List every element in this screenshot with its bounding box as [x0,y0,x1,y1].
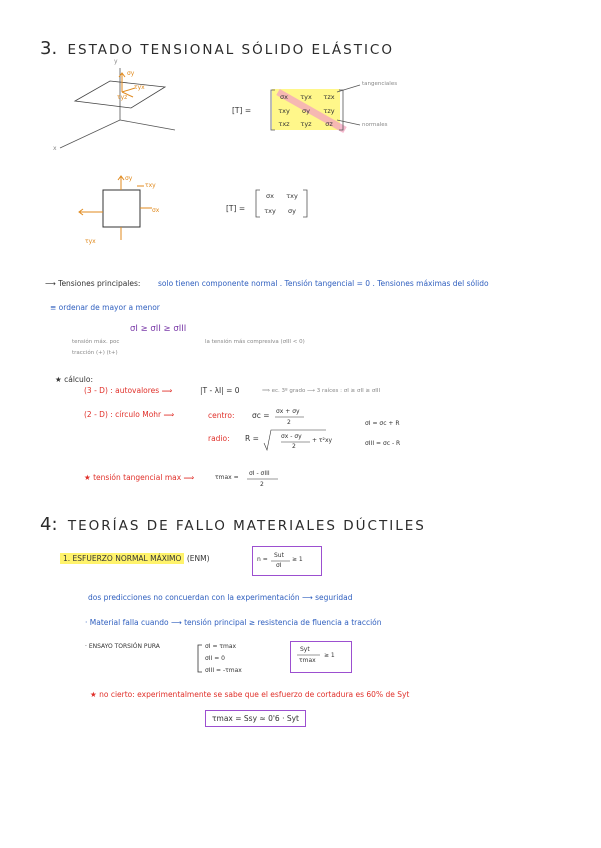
section-3-title: ESTADO TENSIONAL SÓLIDO ELÁSTICO [67,42,394,58]
final-eq-rhs: ≈ 0'6 · Syt [259,714,299,723]
calculo-3d-equation: |T - λI| = 0 [200,386,240,395]
cube-sigma-y-label: σy [127,70,135,77]
calculo-3d-label: (3 - D) : autovalores ⟹ [84,386,173,395]
tensor-3d-label: [T] = [232,106,252,115]
principal-right-note: la tensión más compresiva (σIII < 0) [205,339,305,345]
enm-formula-numerator: Sut [274,552,284,559]
sigma-I-result: σI = σc + R [365,420,400,427]
ensayo-eq-1: σI = τmax [205,643,237,650]
tensor2d-cell: σx [266,192,274,200]
tensor-cell: τxy [278,107,290,115]
section-3-number: 3. [40,38,58,59]
square-tau-xy-label: τxy [145,182,156,189]
tau-max-lhs: τmax = [215,474,239,481]
tensor-cell: τyx [300,93,312,101]
ensayo-eq-2: σII = 0 [205,655,226,662]
principal-stresses-description: solo tienen componente normal . Tensión tangencial = 0 . Tensiones máximas del sólido [158,279,489,288]
tensor-2d-label: [T] = [226,204,246,213]
tensor-cell: σy [302,107,310,115]
enm-line-1: dos predicciones no concuerdan con la experimentación ⟶ seguridad [88,593,353,602]
calculo-2d-label: (2 - D) : círculo Mohr ⟹ [84,410,175,419]
final-eq-lhs: τmax = [212,714,242,723]
final-eq-mid: Ssy [243,714,258,723]
cube-y-axis-label: y [114,58,118,65]
enm-abbreviation: (ENM) [186,554,210,563]
no-cierto-note: ★ no cierto: experimentalmente se sabe que el esfuerzo de cortadura es 60% de Syt [90,690,410,699]
square-sigma-x-label: σx [152,207,160,214]
square-tau-yx-label: τyx [85,238,96,245]
calculo-3d-note: ⟹ ec. 3º grado ⟶ 3 raíces : σI ≥ σII ≥ σIII [262,388,381,394]
final-equation-box [205,710,306,727]
centro-lhs: σc = [252,411,270,420]
section-4-heading [40,514,426,535]
principal-left-note-2: tracción (+) (t+) [72,350,118,356]
tensor-cell: τzx [323,93,335,101]
syt-box-denominator: τmax [299,657,316,664]
section-4-title: TEORÍAS DE FALLO MATERIALES DÚCTILES [67,518,426,534]
tau-max-numerator: σI - σIII [249,470,270,477]
tensor-cell: τyz [300,120,312,128]
principal-order-text: ≡ ordenar de mayor a menor [50,303,160,312]
square-stress-arrows [79,176,152,240]
calculo-title: ★ cálculo: [55,375,93,384]
enm-formula-rhs: ≥ 1 [292,556,303,563]
tau-max-denominator: 2 [260,481,264,488]
radio-tail: + τ²xy [312,437,333,444]
tensor2d-cell: σy [288,207,296,215]
enm-line-2: · Material falla cuando ⟶ tensión principal ≥ resistencia de fluencia a tracción [85,618,382,627]
plane-stress-square [103,190,140,227]
centro-label: centro: [208,411,235,420]
radio-denominator: 2 [292,443,296,450]
syt-box-rhs: ≥ 1 [324,652,335,659]
tensor-cell: σz [325,120,333,128]
ensayo-label: · ENSAYO TORSIÓN PURA [85,643,160,650]
radio-numerator: σx - σy [281,433,302,440]
cube-tau-yz-label: τyz [117,94,128,101]
tau-max-text: ★ tensión tangencial max ⟹ [84,473,195,482]
principal-left-note-1: tensión máx. poc [72,339,120,345]
tensor-cell: τxz [278,120,290,128]
section-4-number: 4: [40,514,58,535]
sigma-III-result: σIII = σc - R [365,440,401,447]
centro-denominator: 2 [287,419,291,426]
tensor-cell: σx [280,93,288,101]
square-sigma-y-label: σy [125,175,133,182]
enm-formula-lhs: n = [257,556,268,563]
principal-stresses-heading: ⟶ Tensiones principales: [45,279,141,288]
enm-formula-denominator: σI [276,562,282,569]
centro-numerator: σx + σy [276,408,300,415]
radio-label: radio: [208,434,230,443]
tensor2d-cell: τxy [264,207,276,215]
tensor-cell: τzy [323,107,335,115]
radio-lhs: R = [245,434,259,443]
cube-x-axis-label: x [53,145,57,152]
tensor-note-normal: normales [362,122,388,128]
syt-box-numerator: Syt [300,646,310,653]
enm-heading [60,554,210,563]
ensayo-eq-3: σIII = -τmax [205,667,242,674]
tensor2d-cell: τxy [286,192,298,200]
tensor-note-tangential: tangenciales [362,81,398,87]
principal-inequality: σI ≥ σII ≥ σIII [130,324,187,334]
stress-cube-sketch [60,68,175,148]
enm-label: 1. ESFUERZO NORMAL MÁXIMO [60,553,184,564]
cube-tau-yx-label: τyx [134,84,145,91]
